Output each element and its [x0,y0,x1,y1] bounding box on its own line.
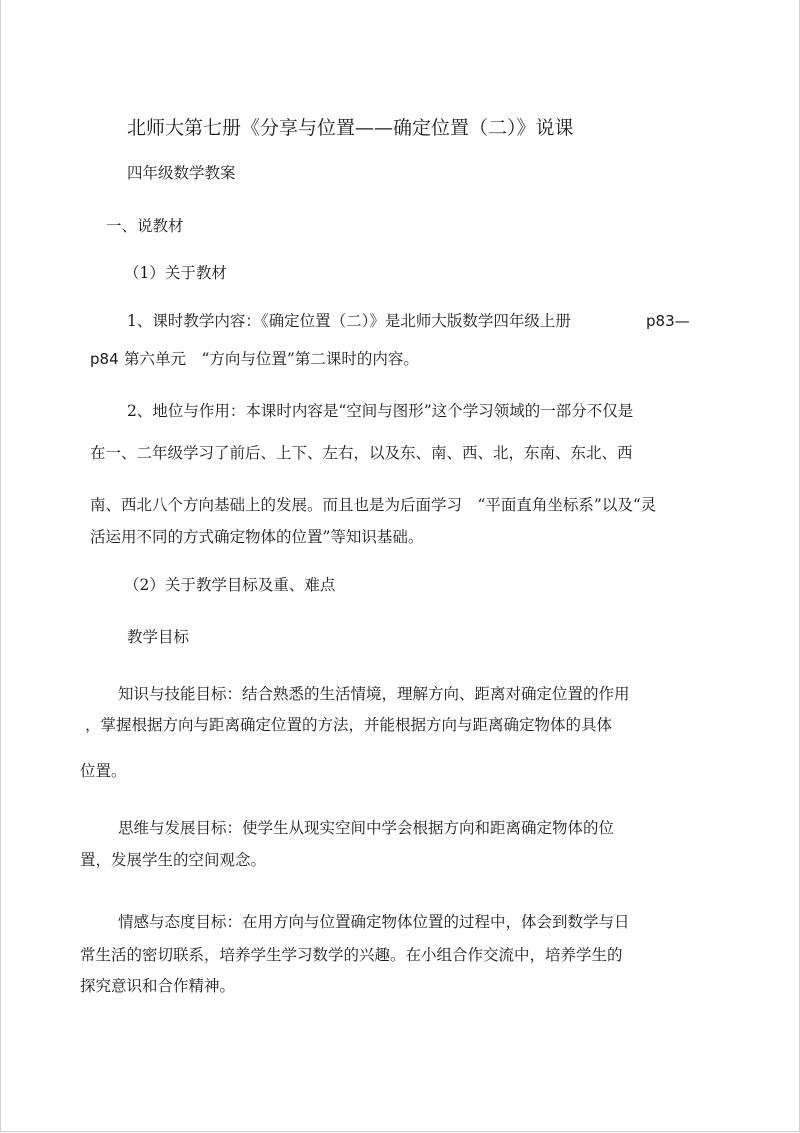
subsection-heading-about-textbook: （1）关于教材 [124,264,227,282]
page-reference: p83— [646,312,690,330]
paragraph-content-line: 1、课时教学内容：《确定位置（二）》是北师大版数学四年级上册 [127,312,571,330]
paragraph-role-line: 南、西北八个方向基础上的发展。而且也是为后面学习 “平面直角坐标系”以及“灵 [90,496,657,514]
paragraph-role-line: 活运用不同的方式确定物体的位置”等知识基础。 [90,528,424,546]
knowledge-goal-line: ，掌握根据方向与距离确定位置的方法，并能根据方向与距离确定物体的具体 [85,716,613,734]
document-subtitle: 四年级数学教案 [127,164,236,182]
thinking-goal-line: 思维与发展目标：使学生从现实空间中学会根据方向和距离确定物体的位 [118,819,615,837]
emotion-goal-line: 探究意识和合作精神。 [80,977,236,995]
emotion-goal-line: 情感与态度目标：在用方向与位置确定物体位置的过程中，体会到数学与日 [118,913,630,931]
emotion-goal-line: 常生活的密切联系，培养学生学习数学的兴趣。在小组合作交流中，培养学生的 [80,946,623,964]
knowledge-goal-line: 位置。 [80,762,127,780]
section-heading-textbook: 一、说教材 [106,217,184,235]
paragraph-content-line: 第六单元 “方向与位置”第二课时的内容。 [124,350,419,368]
thinking-goal-line: 置，发展学生的空间观念。 [80,851,267,869]
page-reference: p84 [90,350,119,368]
paragraph-role-line: 在一、二年级学习了前后、上下、左右，以及东、南、西、北，东南、东北、西 [90,444,633,462]
goals-heading: 教学目标 [127,628,190,646]
subsection-heading-goals: （2）关于教学目标及重、难点 [124,576,336,594]
knowledge-goal-line: 知识与技能目标：结合熟悉的生活情境，理解方向、距离对确定位置的作用 [118,685,630,703]
paragraph-role-line: 2、地位与作用：本课时内容是“空间与图形”这个学习领域的一部分不仅是 [127,402,634,420]
document-title: 北师大第七册《分享与位置——确定位置（二）》说课 [127,117,574,139]
